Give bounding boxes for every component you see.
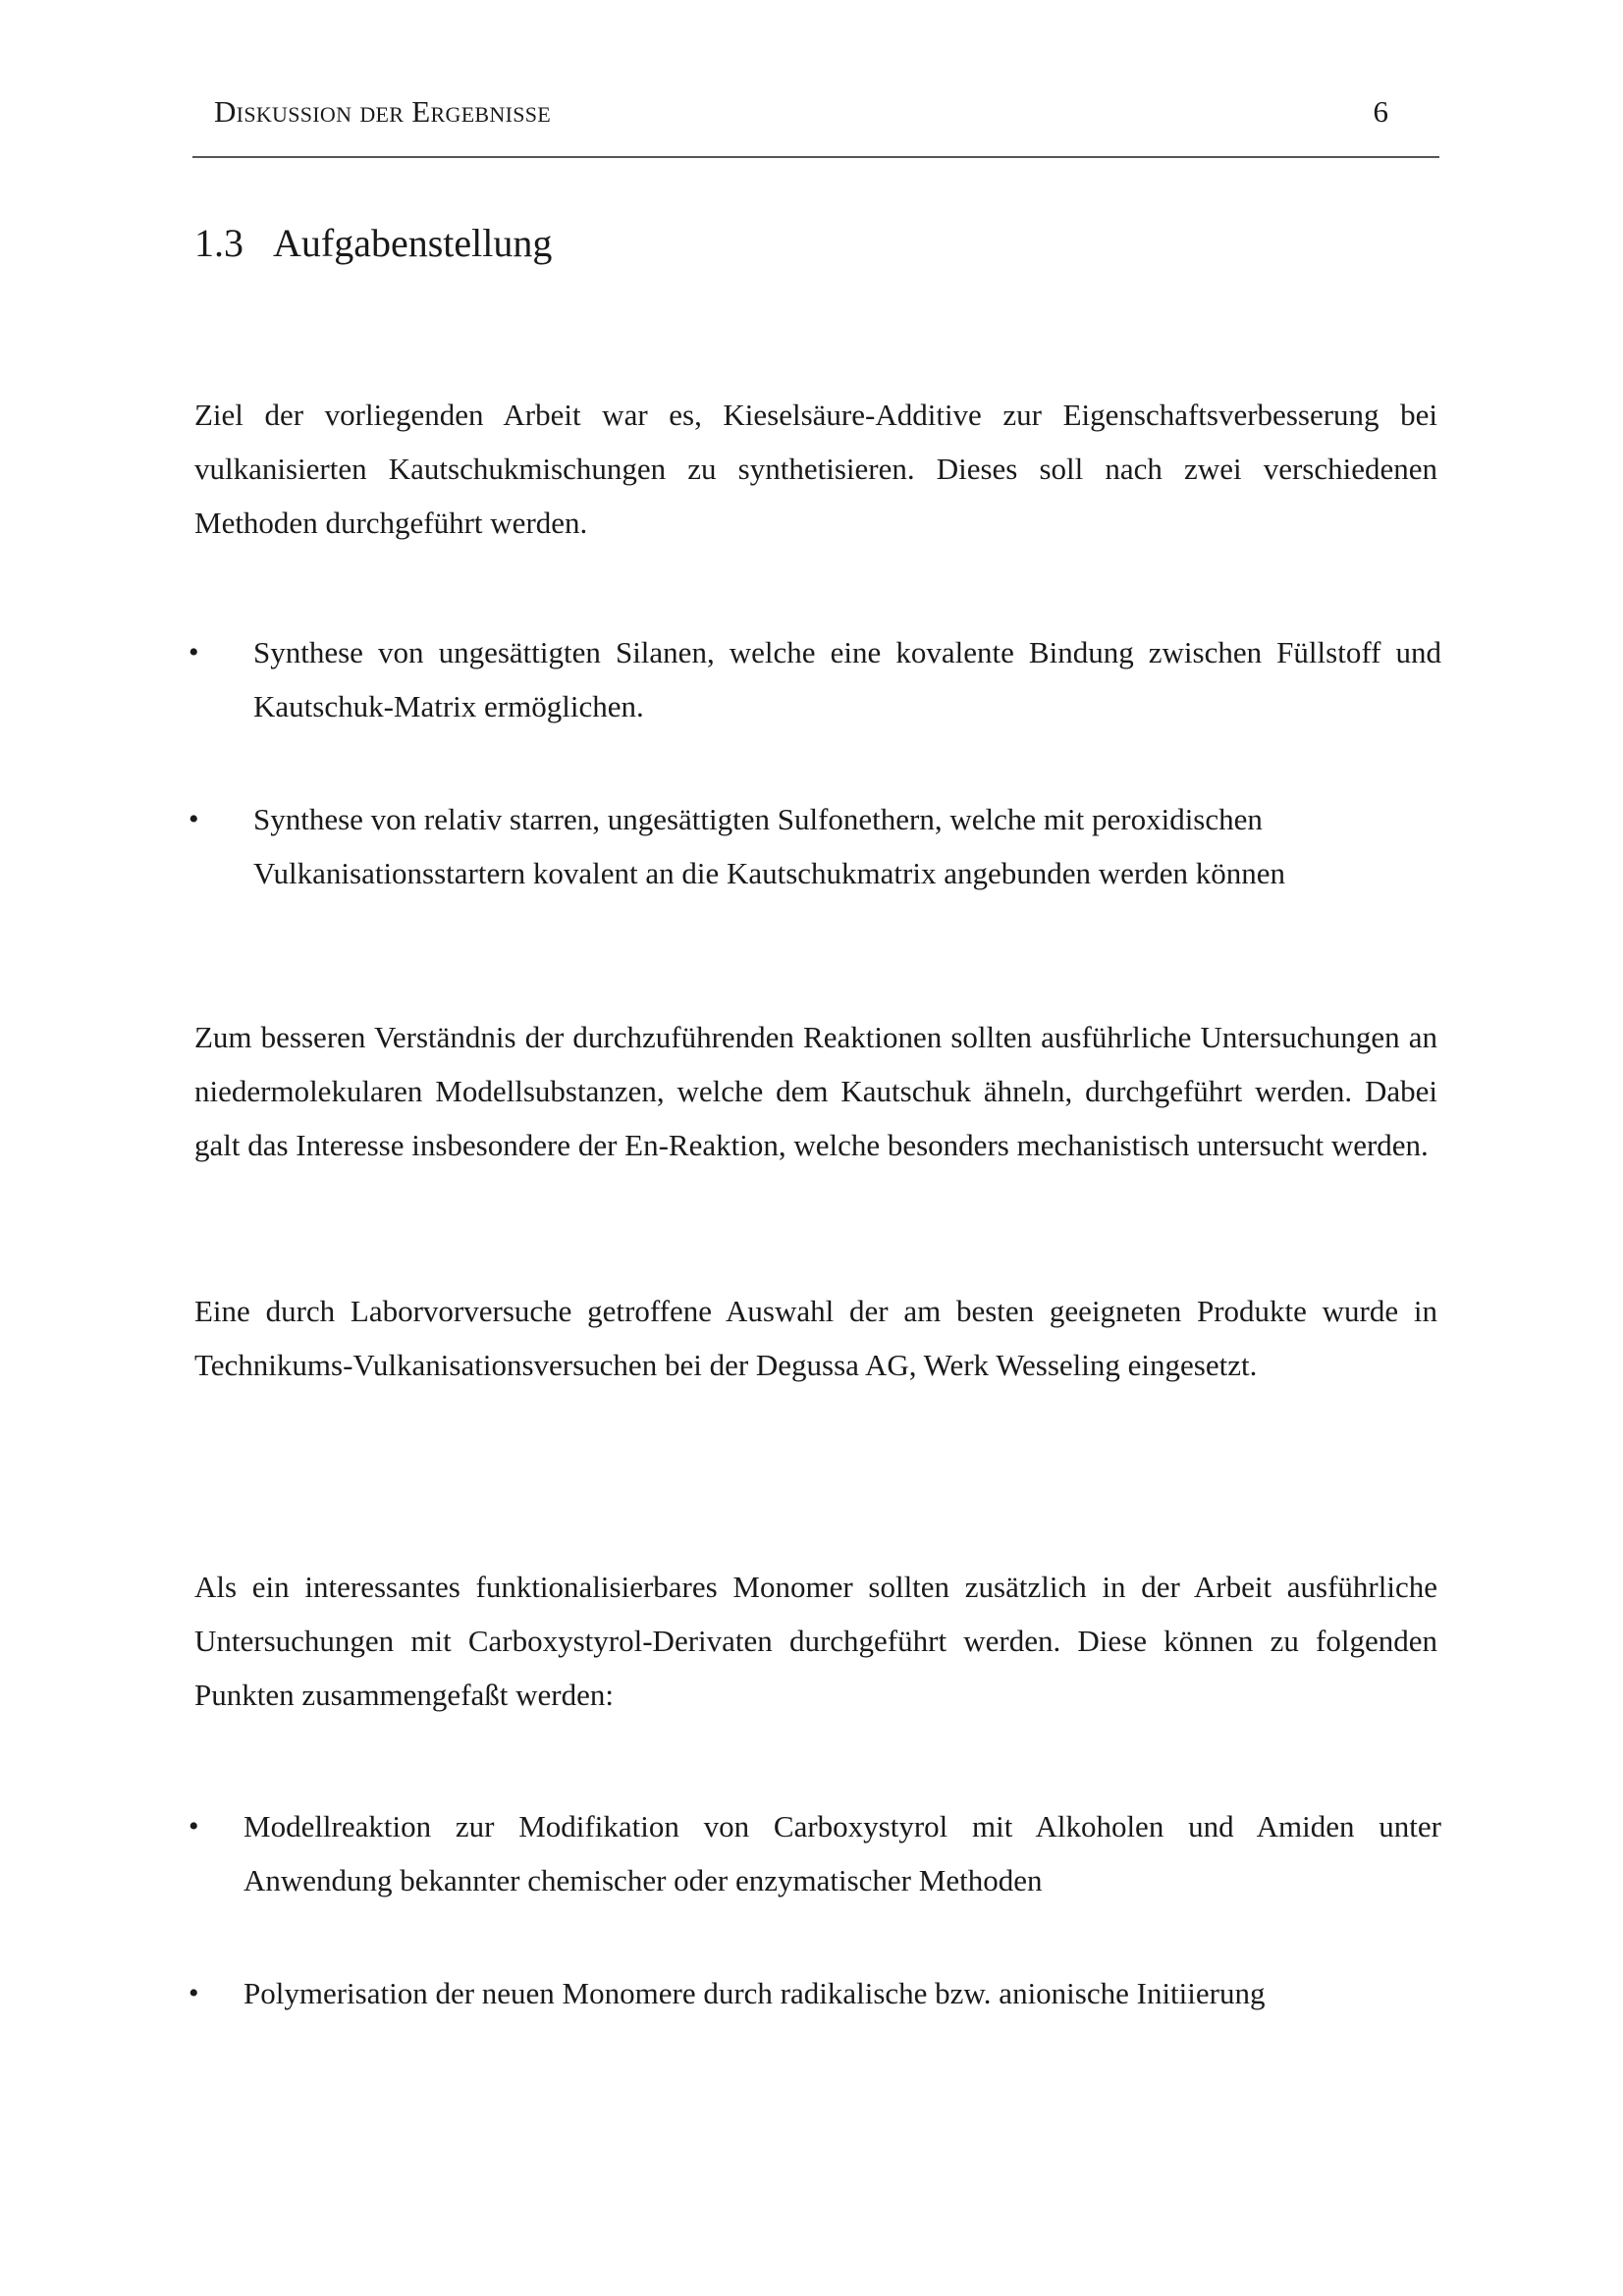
list-item <box>189 625 1441 733</box>
running-header-title: Diskussion der Ergebnisse <box>214 94 552 129</box>
header-rule <box>192 156 1439 158</box>
bullet-icon: • <box>189 803 199 835</box>
list-item <box>189 792 1441 900</box>
bullet-icon: • <box>189 1810 199 1842</box>
list-item <box>189 1799 1441 1907</box>
paragraph-model-studies: Zum besseren Verständnis der durchzuführenden Reaktionen sollten ausführliche Untersuchungen an niedermolekularen Modellsubstanzen, welche dem Kautschuk ähneln, durchgeführt werden. Dabei galt das Interesse insbesondere der En-Reaktion, welche besonders mechanistisch untersucht werden. <box>194 1020 1437 1162</box>
bullet-icon: • <box>189 1977 199 2009</box>
list-item <box>189 1966 1441 2020</box>
bullet-icon: • <box>189 636 199 668</box>
section-number: 1.3 <box>194 221 243 265</box>
running-header <box>192 94 1439 137</box>
list-item-text: Synthese von ungesättigten Silanen, welche eine kovalente Bindung zwischen Füllstoff und Kautschuk-Matrix ermöglichen. <box>253 635 1441 723</box>
paragraph-objective: Ziel der vorliegenden Arbeit war es, Kieselsäure-Additive zur Eigenschaftsverbesserung bei vulkanisierten Kautschukmischungen zu synthetisieren. Dieses soll nach zwei verschiedenen Methoden durchgeführt werden. <box>194 398 1437 540</box>
list-item-text: Polymerisation der neuen Monomere durch radikalische bzw. anionische Initiierung <box>243 1976 1266 2010</box>
paragraph-selection: Eine durch Laborvorversuche getroffene Auswahl der am besten geeigneten Produkte wurde in Technikums-Vulkanisationsversuchen bei der Degussa AG, Werk Wesseling eingesetzt. <box>194 1294 1437 1382</box>
bullet-list-points <box>189 1799 1441 2020</box>
section-title: Aufgabenstellung <box>273 221 553 265</box>
page-number: 6 <box>1373 94 1388 129</box>
list-item-text: Modellreaktion zur Modifikation von Carboxystyrol mit Alkoholen und Amiden unter Anwendung bekannter chemischer oder enzymatischer Methoden <box>243 1809 1441 1897</box>
list-item-text: Synthese von relativ starren, ungesättigten Sulfonethern, welche mit peroxidischen Vulkanisationsstartern kovalent an die Kautschukmatrix angebunden werden können <box>253 802 1285 890</box>
bullet-list-methods <box>189 625 1441 900</box>
section-heading <box>194 220 552 266</box>
paragraph-carboxystyrol: Als ein interessantes funktionalisierbares Monomer sollten zusätzlich in der Arbeit ausführliche Untersuchungen mit Carboxystyrol-Derivaten durchgeführt werden. Diese können zu folgenden Punkten zusammengefaßt werden: <box>194 1570 1437 1712</box>
